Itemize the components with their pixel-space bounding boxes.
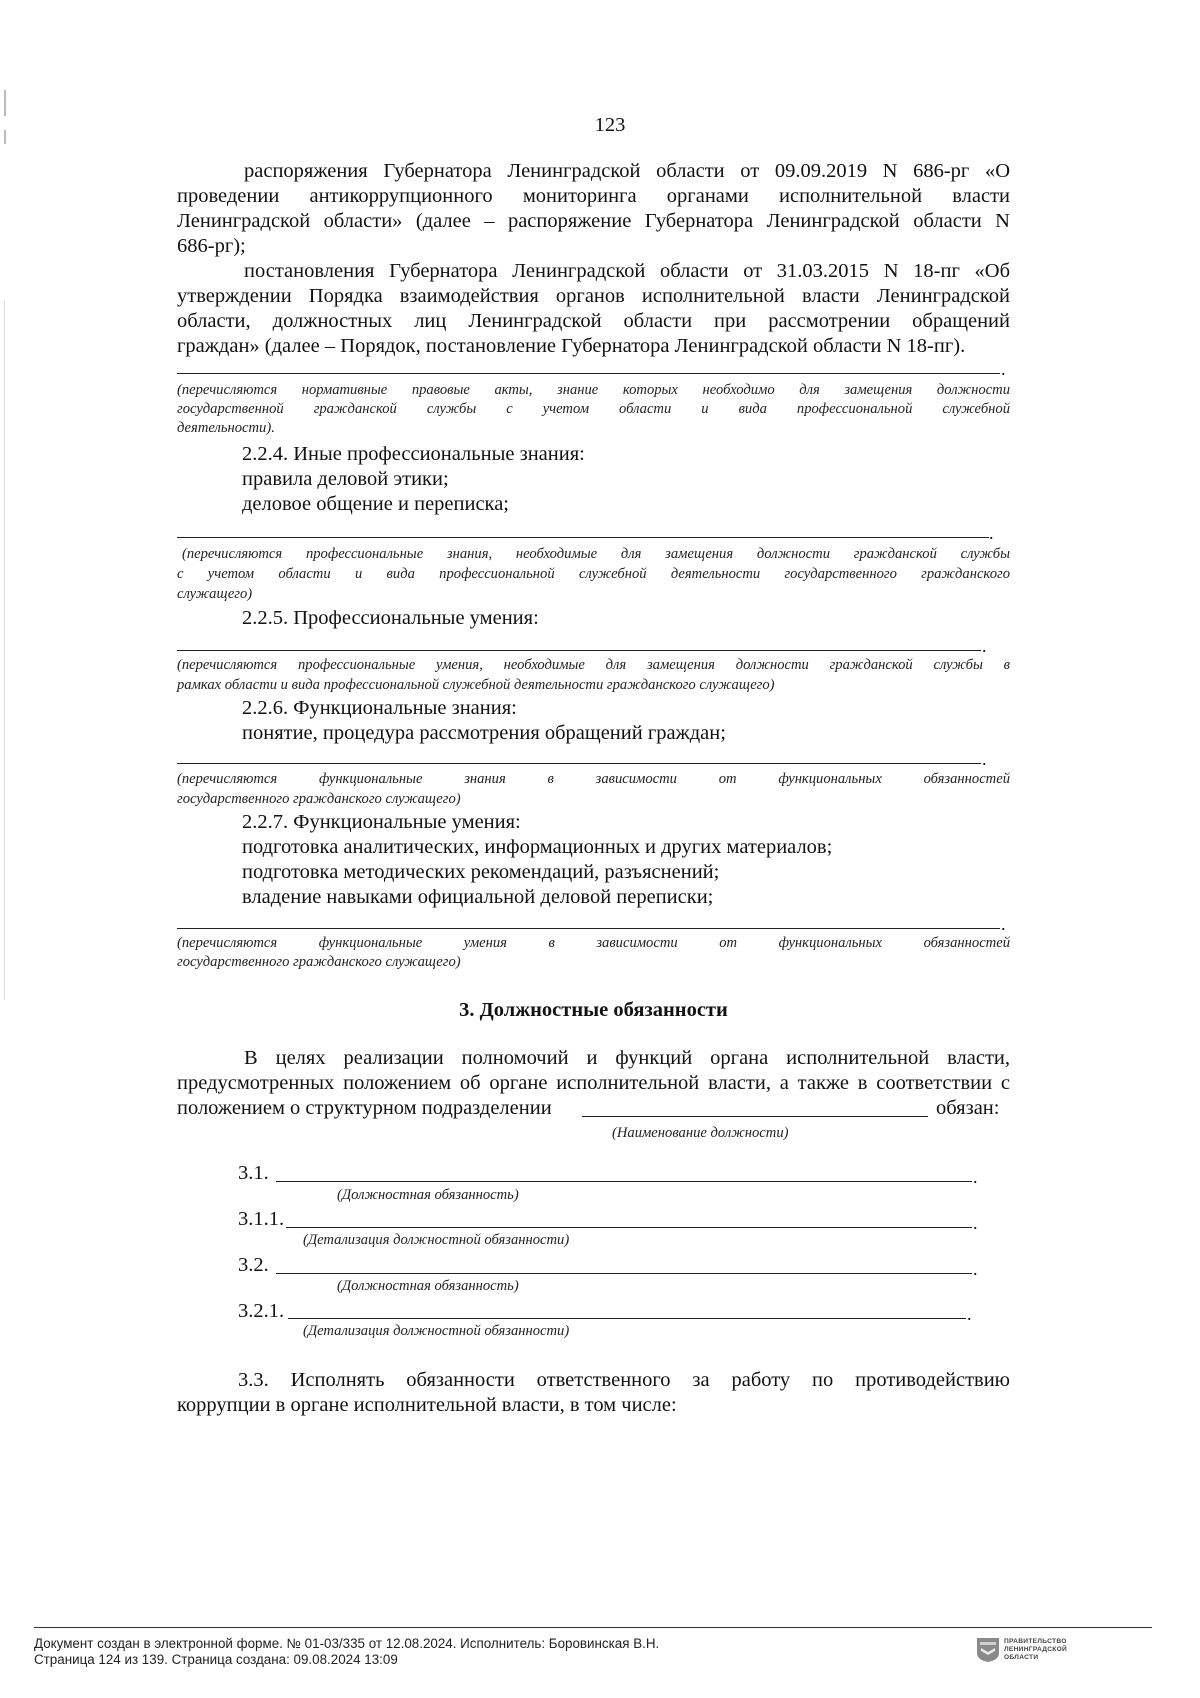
paragraph-line: проведении антикоррупционного мониторинга органами исполнительной власти (177, 185, 1010, 207)
period-mark: . (973, 1259, 978, 1279)
duty-blank-line (276, 1273, 972, 1274)
paragraph-line: 686-рг); (177, 235, 246, 257)
note-line: государственной гражданской службы с учетом области и вида профессиональной служебной (177, 401, 1010, 417)
paragraph-line: обязан: (936, 1097, 1000, 1119)
duty-number: 3.2.1. (238, 1300, 285, 1322)
footer-page-info: Страница 124 из 139. Страница создана: 09.08.2024 13:09 (34, 1652, 398, 1667)
government-logo-text: ПРАВИТЕЛЬСТВО ЛЕНИНГРАДСКОЙ ОБЛАСТИ (1004, 1638, 1068, 1661)
scan-mark (4, 90, 6, 116)
period-mark: . (1001, 359, 1006, 379)
blank-line (177, 928, 1000, 929)
period-mark: . (982, 749, 987, 769)
blank-line (177, 763, 981, 764)
duty-blank-line (286, 1227, 972, 1228)
note-line: (перечисляются функциональные знания в зависимости от функциональных обязанностей (177, 771, 1010, 787)
blank-line (177, 373, 1000, 374)
list-item: правила деловой этики; (242, 468, 449, 490)
note-line: деятельности). (177, 420, 275, 436)
period-mark: . (989, 523, 994, 543)
paragraph-line: 3.3. Исполнять обязанности ответственного за работу по противодействию (238, 1369, 1010, 1391)
paragraph-line: области, должностных лиц Ленинградской области при рассмотрении обращений (177, 310, 1010, 332)
field-caption: (Наименование должности) (612, 1125, 789, 1141)
paragraph-line: предусмотренных положением об органе исполнительной власти, а также в соответствии с (177, 1072, 1010, 1094)
footer-divider (34, 1627, 1152, 1628)
duty-number: 3.1.1. (238, 1208, 285, 1230)
field-caption: (Детализация должностной обязанности) (303, 1323, 570, 1339)
paragraph-line: утверждении Порядка взаимодействия органов исполнительной власти Ленинградской (177, 285, 1010, 307)
position-blank-line (582, 1116, 928, 1117)
government-emblem-icon (975, 1636, 1001, 1663)
subsection-heading: 2.2.6. Функциональные знания: (242, 697, 517, 719)
note-line: (перечисляются профессиональные знания, необходимые для замещения должности гражданской службы (182, 546, 1010, 562)
note-line: (перечисляются нормативные правовые акты, знание которых необходимо для замещения должности (177, 382, 1010, 398)
subsection-heading: 2.2.5. Профессиональные умения: (242, 607, 539, 629)
note-line: (перечисляются профессиональные умения, необходимые для замещения должности гражданской службы в (177, 657, 1010, 673)
scan-mark (4, 300, 5, 1000)
paragraph-line: Ленинградской области» (далее – распоряжение Губернатора Ленинградской области N (177, 210, 1010, 232)
blank-line (177, 650, 981, 651)
paragraph-line: граждан» (далее – Порядок, постановление Губернатора Ленинградской области N 18-пг). (177, 335, 966, 357)
period-mark: . (1001, 914, 1006, 934)
footer-document-info: Документ создан в электронной форме. № 01-03/335 от 12.08.2024. Исполнитель: Боровинская В.Н. (34, 1636, 660, 1651)
section-title: 3. Должностные обязанности (459, 999, 728, 1021)
period-mark: . (967, 1304, 972, 1324)
subsection-heading: 2.2.7. Функциональные умения: (242, 811, 521, 833)
list-item: подготовка аналитических, информационных и других материалов; (242, 836, 833, 858)
blank-line (177, 537, 989, 538)
list-item: владение навыками официальной деловой переписки; (242, 886, 714, 908)
paragraph-line: распоряжения Губернатора Ленинградской области от 09.09.2019 N 686-рг «О (244, 160, 1010, 182)
field-caption: (Детализация должностной обязанности) (303, 1232, 570, 1248)
note-line: государственного гражданского служащего) (177, 791, 461, 807)
scan-mark (4, 130, 6, 144)
field-caption: (Должностная обязанность) (337, 1187, 519, 1203)
duty-blank-line (288, 1318, 966, 1319)
paragraph-line: коррупции в органе исполнительной власти, в том числе: (177, 1394, 677, 1416)
note-line: рамках области и вида профессиональной служебной деятельности гражданского служащего) (177, 677, 775, 693)
note-line: служащего) (177, 586, 253, 602)
duty-number: 3.2. (238, 1254, 269, 1276)
list-item: понятие, процедура рассмотрения обращений граждан; (242, 722, 726, 744)
period-mark: . (973, 1167, 978, 1187)
paragraph-line: положением о структурном подразделении (177, 1097, 552, 1119)
note-line: государственного гражданского служащего) (177, 954, 461, 970)
paragraph-line: постановления Губернатора Ленинградской области от 31.03.2015 N 18-пг «Об (244, 260, 1010, 282)
list-item: деловое общение и переписка; (242, 493, 510, 515)
subsection-heading: 2.2.4. Иные профессиональные знания: (242, 443, 585, 465)
note-line: (перечисляются функциональные умения в зависимости от функциональных обязанностей (177, 935, 1010, 951)
duty-blank-line (276, 1181, 972, 1182)
page-number: 123 (594, 114, 626, 136)
note-line: с учетом области и вида профессиональной служебной деятельности государственного гражданского (177, 566, 1010, 582)
paragraph-line: В целях реализации полномочий и функций органа исполнительной власти, (244, 1047, 1010, 1069)
period-mark: . (973, 1213, 978, 1233)
period-mark: . (982, 636, 987, 656)
duty-number: 3.1. (238, 1162, 269, 1184)
field-caption: (Должностная обязанность) (337, 1278, 519, 1294)
list-item: подготовка методических рекомендаций, разъяснений; (242, 861, 720, 883)
